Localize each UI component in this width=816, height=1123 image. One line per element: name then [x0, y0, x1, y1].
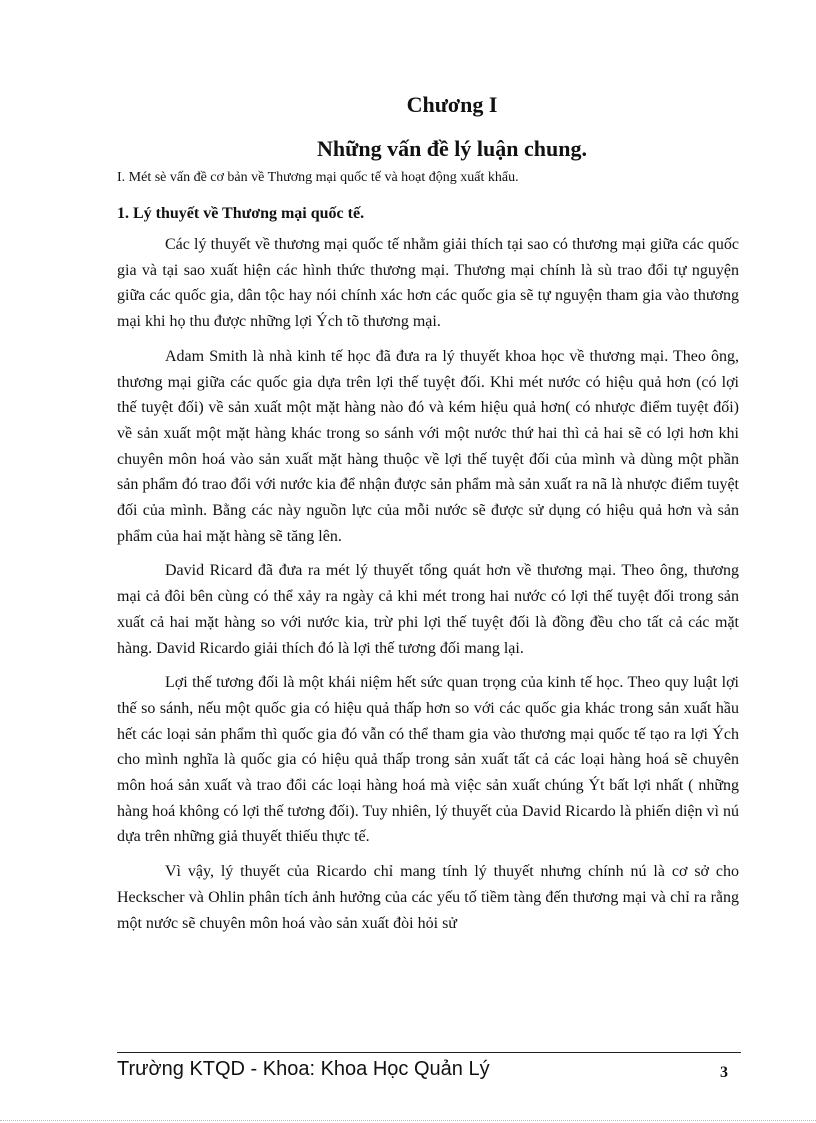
paragraph: Các lý thuyết về thương mại quốc tế nhằm giải thích tại sao có thương mại giữa các quốc gia và tại sao xuất hiện các hình thức thương mại. Thương mại chính là sù trao đổi tự nguyện giữa các quốc gia, dân tộc hay nói chính xác hơn các quốc gia sẽ tự nguyện tham gia vào thương mại khi họ thu được những lợi Ých tõ thương mại. — [117, 236, 739, 331]
section-heading: I. Mét sè vấn đề cơ bản về Thương mại quốc tế và hoạt động xuất khẩu. — [117, 170, 519, 185]
page-number: 3 — [720, 1064, 728, 1081]
paragraph: Vì vậy, lý thuyết của Ricardo chỉ mang tính lý thuyết nhưng chính nú là cơ sở cho Heckscher và Ohlin phân tích ảnh hưởng của các yếu tố tiềm tàng đến thương mại và chỉ ra rằng một nước sẽ chuyên môn hoá vào sản xuất đòi hỏi sử — [117, 863, 739, 932]
paragraph: David Ricard đã đưa ra mét lý thuyết tổng quát hơn về thương mại. Theo ông, thương mại cả đôi bên cùng có thể xảy ra ngày cả khi mét trong hai nước có lợi thế tuyệt đối trong sản xuất cả hai mặt hàng so với nước kia, trừ phi lợi thế tuyệt đối là đồng đều cho tất cả các mặt hàng. David Ricardo giải thích đó là lợi thế tương đối mang lại. — [117, 562, 739, 657]
chapter-title: Chương I — [406, 92, 498, 117]
page-edge-divider — [0, 1120, 816, 1121]
footer-divider — [117, 1052, 741, 1053]
body-text — [117, 232, 739, 945]
paragraph: Lợi thế tương đối là một khái niệm hết sức quan trọng của kinh tế học. Theo quy luật lợi thế so sánh, nếu một quốc gia có hiệu quả thấp hơn so với các quốc gia khác trong sản xuất hầu hết các loại sản phẩm thì quốc gia đó vẫn có thể tham gia vào thương mại quốc tế tạo ra lợi Ých cho mình nghĩa là quốc gia có hiệu quả thấp trong sản xuất tất cả các loại hàng hoá sẽ chuyên môn hoá sản xuất và trao đổi các loại hàng hoá mà việc sản xuất chúng Ýt bất lợi nhất ( những hàng hoá không có lợi thế tương đối). Tuy nhiên, lý thuyết của David Ricardo là phiến diện vì nú dựa trên những giả thuyết thiếu thực tế. — [117, 674, 739, 846]
paragraph: Adam Smith là nhà kinh tế học đã đưa ra lý thuyết khoa học về thương mại. Theo ông, thương mại giữa các quốc gia dựa trên lợi thế tuyệt đối. Khi mét nước có hiệu quả hơn (có lợi thế tuyệt đối) về sản xuất một mặt hàng nào đó và kém hiệu quả hơn( có nhược điểm tuyệt đối) về sản xuất một mặt hàng khác trong so sánh với một nước thứ hai thì cả hai sẽ có lợi hơn khi chuyên môn hoá vào sản xuất mặt hàng thuộc về lợi thế tuyệt đối của mình và dùng một phần sản phẩm đó trao đổi với nước kia để nhận được sản phẩm mà sản xuất ra nã là nhược điểm tuyệt đối của mình. Bằng các này nguồn lực của mỗi nước sẽ được sử dụng có hiệu quả hơn và sản phẩm của hai mặt hàng sẽ tăng lên. — [117, 347, 739, 545]
chapter-subtitle: Những vấn đề lý luận chung. — [317, 136, 587, 161]
subsection-heading: 1. Lý thuyết về Thương mại quốc tế. — [117, 205, 365, 222]
footer-text: Trường KTQD - Khoa: Khoa Học Quản Lý — [117, 1058, 490, 1080]
